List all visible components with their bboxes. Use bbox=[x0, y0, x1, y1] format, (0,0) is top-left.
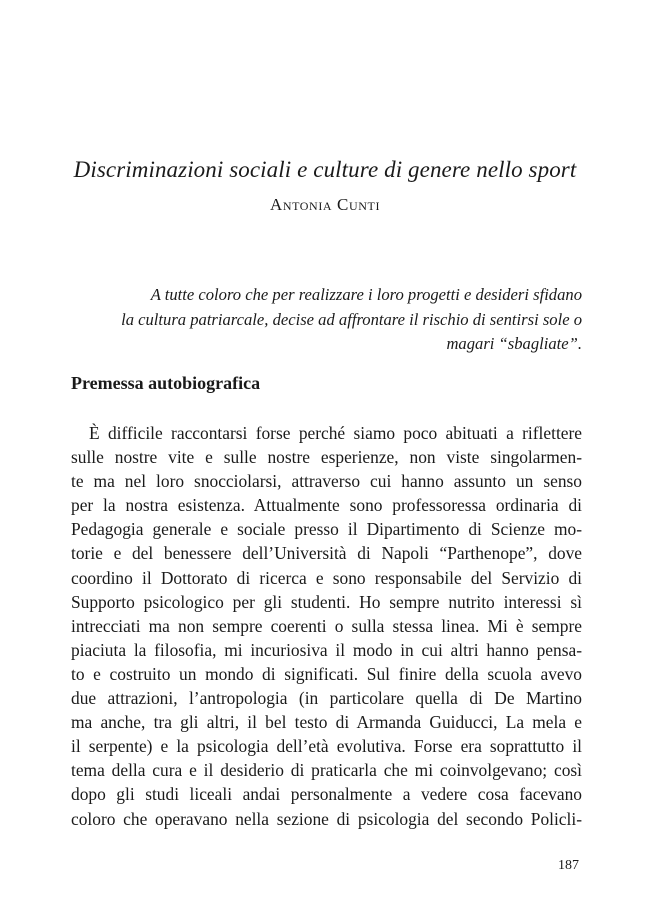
chapter-title: Discriminazioni sociali e culture di genere nello sport bbox=[73, 157, 577, 182]
body-line: Pedagogia generale e sociale presso il Dipartimento di Scienze mo- bbox=[71, 519, 582, 540]
body-line: il serpente) e la psicologia dell’età evolutiva. Forse era soprattutto il bbox=[71, 736, 582, 757]
body-line: piaciuta la filosofia, mi incuriosiva il modo in cui altri hanno pensa- bbox=[71, 639, 582, 660]
body-line: Supporto psicologico per gli studenti. Ho sempre nutrito interessi sì bbox=[71, 591, 582, 612]
body-line: to e costruito un mondo di significati. Sul finire della scuola avevo bbox=[71, 663, 582, 684]
body-line: tema della cura e il desiderio di praticarla che mi coinvolgevano; così bbox=[71, 760, 582, 781]
body-line: dopo gli studi liceali andai personalmente a vedere cosa facevano bbox=[71, 784, 582, 805]
dedication-line: A tutte coloro che per realizzare i loro progetti e desideri sfidano bbox=[150, 285, 582, 304]
body-line: torie e del benessere dell’Università di Napoli “Parthenope”, dove bbox=[71, 543, 582, 564]
body-line: te ma nel loro snocciolarsi, attraverso cui hanno assunto un senso bbox=[71, 471, 582, 492]
section-heading: Premessa autobiografica bbox=[71, 373, 261, 393]
body-line: intrecciati ma non sempre coerenti o sulla stessa linea. Mi è sempre bbox=[71, 615, 582, 636]
body-line: due attrazioni, l’antropologia (in particolare quella di De Martino bbox=[71, 688, 582, 709]
dedication-line: magari “sbagliate”. bbox=[446, 334, 582, 353]
body-line: È difficile raccontarsi forse perché siamo poco abituati a riflettere bbox=[89, 423, 582, 443]
body-line: ma anche, tra gli altri, il bel testo di Armanda Guiducci, La mela e bbox=[71, 712, 582, 733]
body-line: coordino il Dottorato di ricerca e sono responsabile del Servizio di bbox=[71, 567, 582, 588]
body-line: coloro che operavano nella sezione di psicologia del secondo Policli- bbox=[71, 808, 582, 829]
dedication bbox=[60, 283, 582, 357]
body-paragraph bbox=[71, 421, 582, 831]
body-line: per la nostra esistenza. Attualmente sono professoressa ordinaria di bbox=[71, 495, 582, 516]
page-number: 187 bbox=[558, 858, 579, 873]
chapter-author: Antonia Cunti bbox=[269, 195, 381, 214]
body-line: sulle nostre vite e sulle nostre esperienze, non viste singolarmen- bbox=[71, 447, 582, 468]
dedication-line: la cultura patriarcale, decise ad affrontare il rischio di sentirsi sole o bbox=[121, 309, 582, 329]
